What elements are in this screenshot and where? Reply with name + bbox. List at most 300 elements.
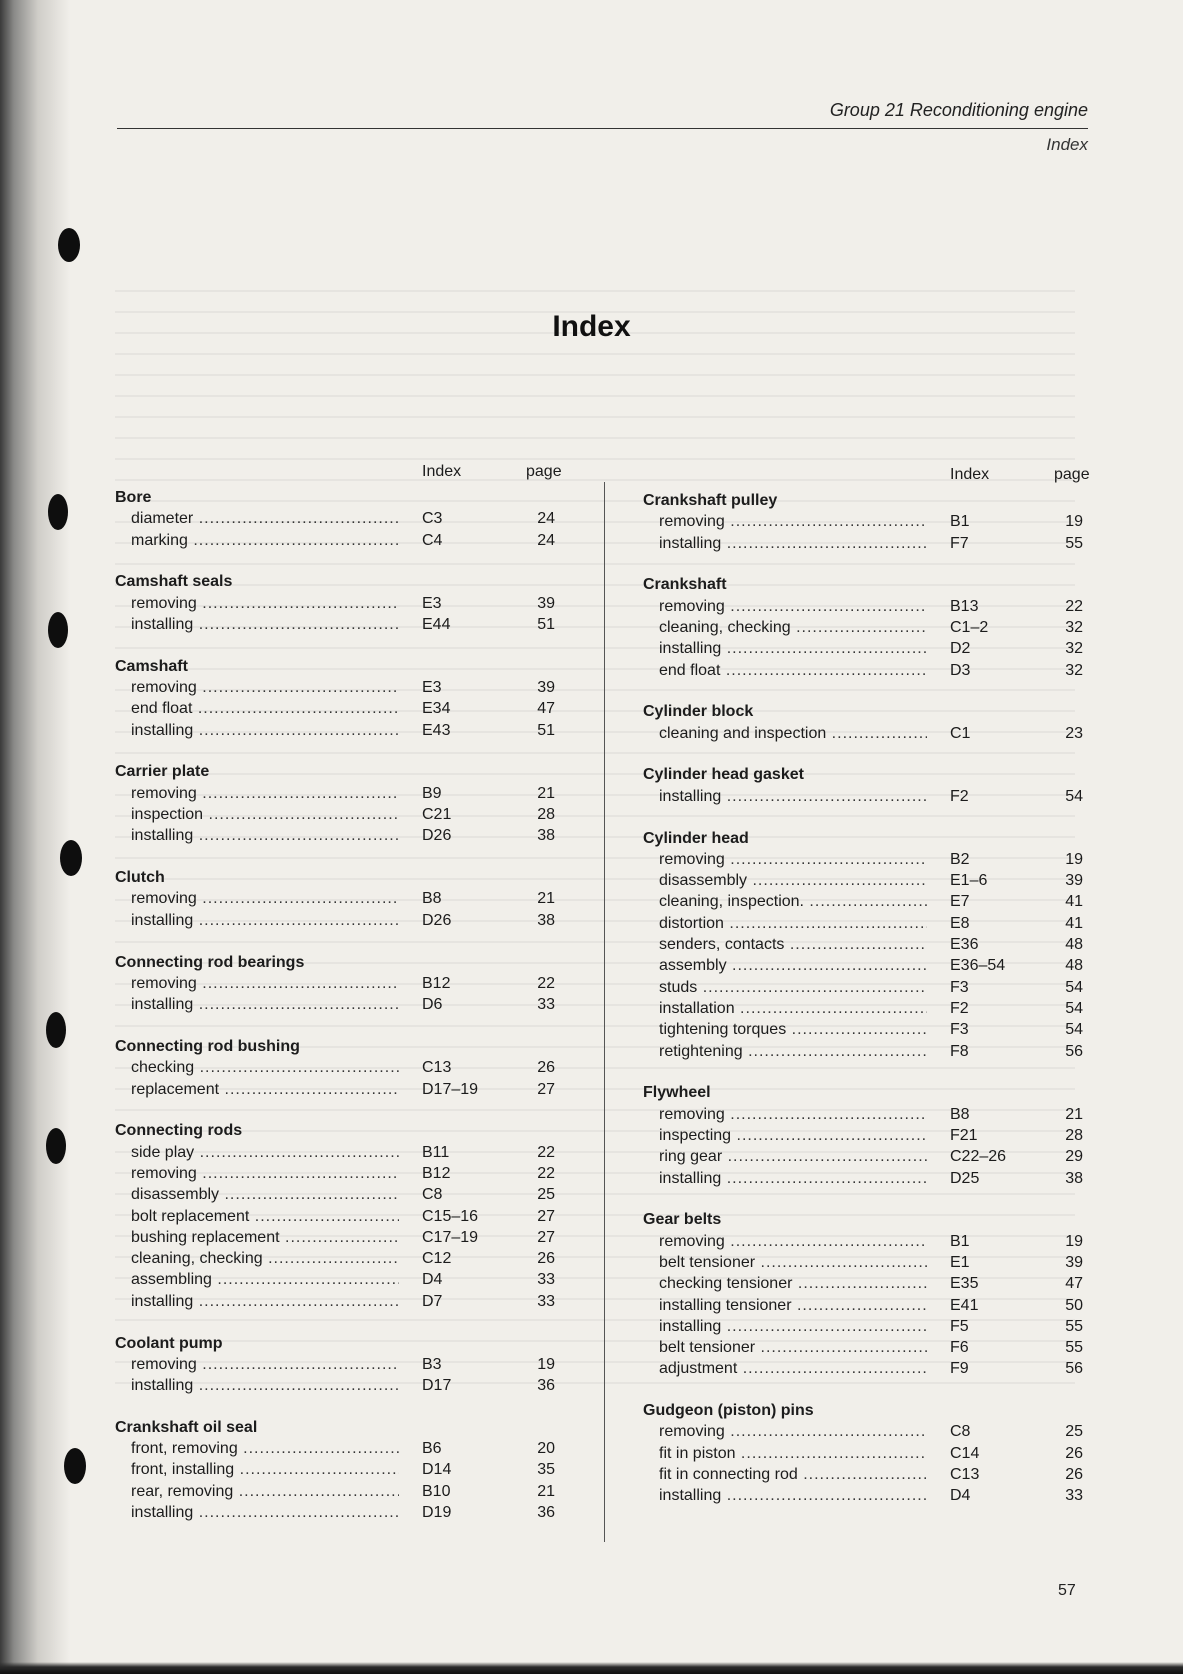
entry-label: removing ..... xyxy=(131,973,399,994)
index-code: C22–26 xyxy=(950,1148,1007,1166)
index-code: B3 xyxy=(422,1355,442,1373)
page-ref: 19 xyxy=(1065,1232,1083,1250)
index-code: B1 xyxy=(950,513,970,531)
page-ref: 27 xyxy=(537,1228,555,1246)
entry-row xyxy=(643,723,1093,744)
index-code: B12 xyxy=(422,1164,451,1182)
index-code: C21 xyxy=(422,806,452,824)
entry-row xyxy=(643,1295,1093,1316)
entry-row xyxy=(643,977,1093,998)
entry-label: installing ..... xyxy=(131,1375,399,1396)
entry-row xyxy=(643,511,1093,532)
entry-row xyxy=(643,955,1093,976)
page-ref: 51 xyxy=(537,721,555,739)
entry-row xyxy=(643,913,1093,934)
page-ref: 51 xyxy=(537,615,555,633)
page-ref: 36 xyxy=(537,1377,555,1395)
index-entry xyxy=(643,1400,1093,1506)
index-entry xyxy=(643,1209,1093,1379)
index-code: F5 xyxy=(950,1317,969,1335)
index-code: D6 xyxy=(422,996,443,1014)
index-entry xyxy=(643,764,1093,807)
entry-title: Bore xyxy=(115,489,152,506)
entry-label: disassembly ..... xyxy=(131,1184,399,1205)
index-entry xyxy=(115,761,565,846)
entry-row xyxy=(115,1291,565,1312)
index-code: E3 xyxy=(422,679,442,697)
entry-label: removing ..... xyxy=(659,511,927,532)
entry-row xyxy=(643,1019,1093,1040)
page-ref: 21 xyxy=(537,1482,555,1500)
entry-row xyxy=(115,698,565,719)
page-ref: 26 xyxy=(1065,1444,1083,1462)
page-ref: 28 xyxy=(537,806,555,824)
page-ref: 32 xyxy=(1065,618,1083,636)
page-ref: 39 xyxy=(1065,1253,1083,1271)
entry-row xyxy=(643,660,1093,681)
index-code: C8 xyxy=(950,1423,971,1441)
index-heading: Index xyxy=(950,466,990,483)
index-entry xyxy=(115,1036,565,1100)
entry-title: Gear belts xyxy=(643,1211,722,1229)
index-entry xyxy=(115,867,565,931)
entry-label: installing ..... xyxy=(659,1168,927,1189)
index-code: D17 xyxy=(422,1377,452,1395)
entry-title: Crankshaft pulley xyxy=(643,492,778,509)
page-number: 57 xyxy=(1058,1582,1076,1599)
index-code: E43 xyxy=(422,721,451,739)
entry-row xyxy=(643,1125,1093,1146)
index-code: B6 xyxy=(422,1440,442,1458)
entry-row xyxy=(115,825,565,846)
entry-title: Crankshaft xyxy=(643,576,727,594)
page-ref: 21 xyxy=(1065,1105,1083,1123)
entry-row xyxy=(643,1104,1093,1125)
entry-row xyxy=(115,1459,565,1480)
section-title: Index xyxy=(1046,135,1088,154)
page-ref: 19 xyxy=(1065,850,1083,868)
index-code: F9 xyxy=(950,1360,969,1378)
page-ref: 33 xyxy=(537,1271,555,1289)
entry-row xyxy=(115,1481,565,1502)
entry-row xyxy=(643,1041,1093,1062)
page-ref: 50 xyxy=(1065,1296,1083,1314)
entry-row xyxy=(115,614,565,635)
index-code: C3 xyxy=(422,510,443,528)
entry-row xyxy=(115,677,565,698)
index-code: C13 xyxy=(422,1059,452,1077)
entry-row xyxy=(643,638,1093,659)
group-title: Group 21 Reconditioning engine xyxy=(829,100,1088,120)
index-code: B8 xyxy=(950,1105,970,1123)
index-entry xyxy=(115,571,565,635)
index-code: F7 xyxy=(950,534,969,552)
entry-row xyxy=(115,994,565,1015)
entry-label: marking ..... xyxy=(131,530,399,551)
entry-label: diameter ..... xyxy=(131,508,399,529)
page-ref: 19 xyxy=(1065,513,1083,531)
page-ref: 19 xyxy=(537,1355,555,1373)
entry-label: front, removing ..... xyxy=(131,1438,399,1459)
page-ref: 55 xyxy=(1065,534,1083,552)
entry-title: Cylinder head xyxy=(643,829,749,847)
scan-bottom-edge xyxy=(0,1662,1183,1674)
entry-row xyxy=(115,1354,565,1375)
entry-row xyxy=(115,508,565,529)
page-ref: 22 xyxy=(537,974,555,992)
entry-label: end float ..... xyxy=(131,698,399,719)
index-code: B1 xyxy=(950,1232,970,1250)
page-ref: 54 xyxy=(1065,1021,1083,1039)
entry-label: senders, contacts ..... xyxy=(659,934,927,955)
entry-row xyxy=(115,888,565,909)
index-code: D4 xyxy=(422,1271,443,1289)
entry-row xyxy=(643,1168,1093,1189)
index-code: C14 xyxy=(950,1444,980,1462)
page-ref: 22 xyxy=(537,1164,555,1182)
entry-label: cleaning, checking ..... xyxy=(131,1248,399,1269)
page-ref: 54 xyxy=(1065,999,1083,1017)
entry-row xyxy=(643,1273,1093,1294)
entry-row xyxy=(115,1142,565,1163)
index-code: E3 xyxy=(422,594,442,612)
entry-row xyxy=(115,1438,565,1459)
page-ref: 32 xyxy=(1065,640,1083,658)
index-entry xyxy=(115,952,565,1016)
entry-label: removing ..... xyxy=(659,1104,927,1125)
index-entry xyxy=(643,574,1093,680)
entry-row xyxy=(643,1358,1093,1379)
entry-row xyxy=(643,533,1093,554)
entry-label: retightening ..... xyxy=(659,1041,927,1062)
index-code: B8 xyxy=(422,890,442,908)
page-ref: 56 xyxy=(1065,1360,1083,1378)
entry-title: Flywheel xyxy=(643,1084,711,1102)
entry-title: Carrier plate xyxy=(115,763,210,781)
index-code: F2 xyxy=(950,787,969,805)
index-code: F3 xyxy=(950,978,969,996)
page-ref: 23 xyxy=(1065,724,1083,742)
page-ref: 39 xyxy=(1065,872,1083,890)
index-code: E35 xyxy=(950,1275,979,1293)
entry-label: removing ..... xyxy=(659,1231,927,1252)
entry-label: removing ..... xyxy=(131,888,399,909)
entry-row xyxy=(115,593,565,614)
page-ref: 48 xyxy=(1065,957,1083,975)
entry-label: installing ..... xyxy=(659,1485,927,1506)
index-code: D26 xyxy=(422,911,452,929)
index-entry xyxy=(115,487,565,551)
page-ref: 33 xyxy=(537,996,555,1014)
page-ref: 56 xyxy=(1065,1042,1083,1060)
entry-row xyxy=(643,1485,1093,1506)
page-ref: 47 xyxy=(1065,1275,1083,1293)
page-ref: 47 xyxy=(537,700,555,718)
page-ref: 29 xyxy=(1065,1148,1083,1166)
page-ref: 38 xyxy=(537,911,555,929)
page-ref: 39 xyxy=(537,594,555,612)
index-code: D3 xyxy=(950,661,971,679)
page-ref: 39 xyxy=(537,679,555,697)
index-code: B10 xyxy=(422,1482,451,1500)
entry-label: ring gear ..... xyxy=(659,1146,927,1167)
entry-label: installation ..... xyxy=(659,998,927,1019)
punch-hole xyxy=(48,612,68,648)
entry-label: cleaning, checking ..... xyxy=(659,617,927,638)
index-entry xyxy=(643,490,1093,554)
page-ref: 25 xyxy=(1065,1423,1083,1441)
entry-label: removing ..... xyxy=(131,1354,399,1375)
index-code: E1 xyxy=(950,1253,970,1271)
entry-row xyxy=(115,1057,565,1078)
page-ref: 27 xyxy=(537,1207,555,1225)
entry-label: inspecting ..... xyxy=(659,1125,927,1146)
entry-row xyxy=(643,617,1093,638)
index-code: D4 xyxy=(950,1487,971,1505)
entry-label: installing tensioner ..... xyxy=(659,1295,927,1316)
page-title: Index xyxy=(552,310,631,343)
page-ref: 26 xyxy=(537,1059,555,1077)
index-heading: Index xyxy=(422,463,462,480)
index-code: F6 xyxy=(950,1339,969,1357)
punch-hole xyxy=(64,1448,86,1484)
column-header xyxy=(643,466,1093,490)
page-heading: page xyxy=(1054,466,1090,483)
entry-label: studs ..... xyxy=(659,977,927,998)
index-code: E1–6 xyxy=(950,872,988,890)
entry-label: bolt replacement ..... xyxy=(131,1206,399,1227)
index-code: C1–2 xyxy=(950,618,989,636)
entry-title: Crankshaft oil seal xyxy=(115,1418,258,1436)
entry-label: installing ..... xyxy=(131,994,399,1015)
entry-row xyxy=(643,1146,1093,1167)
entry-label: distortion ..... xyxy=(659,913,927,934)
page-ref: 55 xyxy=(1065,1317,1083,1335)
entry-label: belt tensioner ..... xyxy=(659,1252,927,1273)
entry-title: Connecting rod bearings xyxy=(115,953,305,971)
entry-row xyxy=(643,1316,1093,1337)
entry-label: fit in connecting rod ..... xyxy=(659,1464,927,1485)
entry-row xyxy=(115,1163,565,1184)
entry-label: replacement ..... xyxy=(131,1079,399,1100)
index-entry xyxy=(643,701,1093,744)
index-code: C13 xyxy=(950,1466,980,1484)
page-ref: 20 xyxy=(537,1440,555,1458)
page-ref: 54 xyxy=(1065,978,1083,996)
entry-label: rear, removing ..... xyxy=(131,1481,399,1502)
entry-row xyxy=(115,910,565,931)
entry-label: removing ..... xyxy=(131,593,399,614)
page-ref: 27 xyxy=(537,1080,555,1098)
page-header xyxy=(117,100,1088,155)
entry-label: disassembly ..... xyxy=(659,870,927,891)
page-ref: 54 xyxy=(1065,787,1083,805)
punch-hole xyxy=(46,1012,66,1048)
page-ref: 22 xyxy=(1065,597,1083,615)
entry-label: removing ..... xyxy=(131,677,399,698)
index-code: D26 xyxy=(422,827,452,845)
index-code: D7 xyxy=(422,1292,443,1310)
index-code: B13 xyxy=(950,597,979,615)
entry-label: assembly ..... xyxy=(659,955,927,976)
entry-row xyxy=(115,1502,565,1523)
index-code: F21 xyxy=(950,1126,978,1144)
entry-row xyxy=(643,891,1093,912)
entry-row xyxy=(643,1443,1093,1464)
page-ref: 28 xyxy=(1065,1126,1083,1144)
entry-label: bushing replacement ..... xyxy=(131,1227,399,1248)
index-code: C1 xyxy=(950,724,971,742)
page-heading: page xyxy=(526,463,562,480)
entry-title: Camshaft xyxy=(115,657,188,675)
punch-hole xyxy=(58,228,80,262)
entry-row xyxy=(115,1375,565,1396)
entry-label: removing ..... xyxy=(659,1421,927,1442)
punch-hole xyxy=(48,494,68,530)
entry-label: installing ..... xyxy=(131,720,399,741)
column-divider xyxy=(604,482,605,1542)
index-code: C8 xyxy=(422,1186,443,1204)
entry-label: tightening torques ..... xyxy=(659,1019,927,1040)
index-code: B2 xyxy=(950,850,970,868)
entry-row xyxy=(115,1206,565,1227)
entry-row xyxy=(115,783,565,804)
entry-title: Connecting rods xyxy=(115,1122,243,1140)
page-ref: 33 xyxy=(1065,1487,1083,1505)
entry-row xyxy=(115,973,565,994)
index-entry xyxy=(643,828,1093,1062)
page-ref: 24 xyxy=(537,531,555,549)
index-code: B9 xyxy=(422,784,442,802)
entry-label: installing ..... xyxy=(659,533,927,554)
entry-label: front, installing ..... xyxy=(131,1459,399,1480)
entry-row xyxy=(643,1464,1093,1485)
entry-label: inspection ..... xyxy=(131,804,399,825)
page-ref: 33 xyxy=(537,1292,555,1310)
page-ref: 32 xyxy=(1065,661,1083,679)
entry-label: cleaning and inspection ..... xyxy=(659,723,927,744)
entry-title: Connecting rod bushing xyxy=(115,1037,300,1055)
entry-label: assembling ..... xyxy=(131,1269,399,1290)
entry-title: Cylinder head gasket xyxy=(643,766,804,784)
entry-title: Coolant pump xyxy=(115,1334,223,1352)
column-header xyxy=(115,463,565,487)
index-entry xyxy=(115,1120,565,1312)
entry-label: installing ..... xyxy=(659,1316,927,1337)
index-code: C12 xyxy=(422,1250,452,1268)
index-code: F8 xyxy=(950,1042,969,1060)
index-code: E36–54 xyxy=(950,957,1006,975)
header-rule xyxy=(117,128,1088,129)
index-code: D2 xyxy=(950,640,971,658)
entry-row xyxy=(115,1079,565,1100)
entry-row xyxy=(115,804,565,825)
entry-label: removing ..... xyxy=(131,1163,399,1184)
entry-label: installing ..... xyxy=(659,786,927,807)
index-column-left xyxy=(115,463,565,1544)
page-ref: 38 xyxy=(537,827,555,845)
entry-row xyxy=(115,1184,565,1205)
punch-hole xyxy=(46,1128,66,1164)
entry-label: end float ..... xyxy=(659,660,927,681)
page-ref: 35 xyxy=(537,1461,555,1479)
entry-row xyxy=(115,720,565,741)
entry-row xyxy=(643,934,1093,955)
page-ref: 26 xyxy=(537,1250,555,1268)
index-code: E8 xyxy=(950,914,970,932)
entry-label: removing ..... xyxy=(659,596,927,617)
index-code: D14 xyxy=(422,1461,452,1479)
entry-label: installing ..... xyxy=(131,614,399,635)
entry-label: installing ..... xyxy=(131,1291,399,1312)
entry-row xyxy=(643,849,1093,870)
index-entry xyxy=(115,1417,565,1523)
entry-label: checking ..... xyxy=(131,1057,399,1078)
index-code: D17–19 xyxy=(422,1080,479,1098)
page-ref: 41 xyxy=(1065,914,1083,932)
entry-row xyxy=(643,786,1093,807)
page-ref: 24 xyxy=(537,510,555,528)
entry-label: removing ..... xyxy=(131,783,399,804)
page-ref: 21 xyxy=(537,890,555,908)
index-code: C15–16 xyxy=(422,1207,479,1225)
index-code: F2 xyxy=(950,999,969,1017)
index-code: C4 xyxy=(422,531,443,549)
index-code: D19 xyxy=(422,1504,452,1522)
entry-title: Clutch xyxy=(115,869,165,887)
index-code: D25 xyxy=(950,1169,980,1187)
entry-title: Camshaft seals xyxy=(115,573,233,591)
index-code: B12 xyxy=(422,974,451,992)
page-ref: 38 xyxy=(1065,1169,1083,1187)
entry-label: checking tensioner ..... xyxy=(659,1273,927,1294)
index-code: F3 xyxy=(950,1021,969,1039)
page-ref: 36 xyxy=(537,1504,555,1522)
index-code: E36 xyxy=(950,936,979,954)
entry-row xyxy=(643,1421,1093,1442)
entry-row xyxy=(643,1231,1093,1252)
entry-label: adjustment ..... xyxy=(659,1358,927,1379)
entry-label: installing ..... xyxy=(659,638,927,659)
page-ref: 55 xyxy=(1065,1339,1083,1357)
entry-label: removing ..... xyxy=(659,849,927,870)
index-code: C17–19 xyxy=(422,1228,479,1246)
index-entry xyxy=(643,1082,1093,1188)
entry-title: Gudgeon (piston) pins xyxy=(643,1402,814,1420)
entry-label: belt tensioner ..... xyxy=(659,1337,927,1358)
entry-row xyxy=(643,998,1093,1019)
entry-row xyxy=(643,1337,1093,1358)
entry-label: installing ..... xyxy=(131,1502,399,1523)
entry-label: installing ..... xyxy=(131,825,399,846)
entry-row xyxy=(643,870,1093,891)
entry-row xyxy=(115,1269,565,1290)
entry-row xyxy=(115,1227,565,1248)
page-ref: 26 xyxy=(1065,1466,1083,1484)
page-ref: 48 xyxy=(1065,936,1083,954)
entry-row xyxy=(643,596,1093,617)
index-column-right xyxy=(643,466,1093,1527)
entry-label: side play ..... xyxy=(131,1142,399,1163)
page-ref: 25 xyxy=(537,1186,555,1204)
index-code: E34 xyxy=(422,700,451,718)
entry-title: Cylinder block xyxy=(643,703,754,721)
entry-label: cleaning, inspection. ..... xyxy=(659,891,927,912)
page-ref: 22 xyxy=(537,1143,555,1161)
index-code: B11 xyxy=(422,1143,450,1161)
entry-row xyxy=(115,1248,565,1269)
index-code: E7 xyxy=(950,893,970,911)
